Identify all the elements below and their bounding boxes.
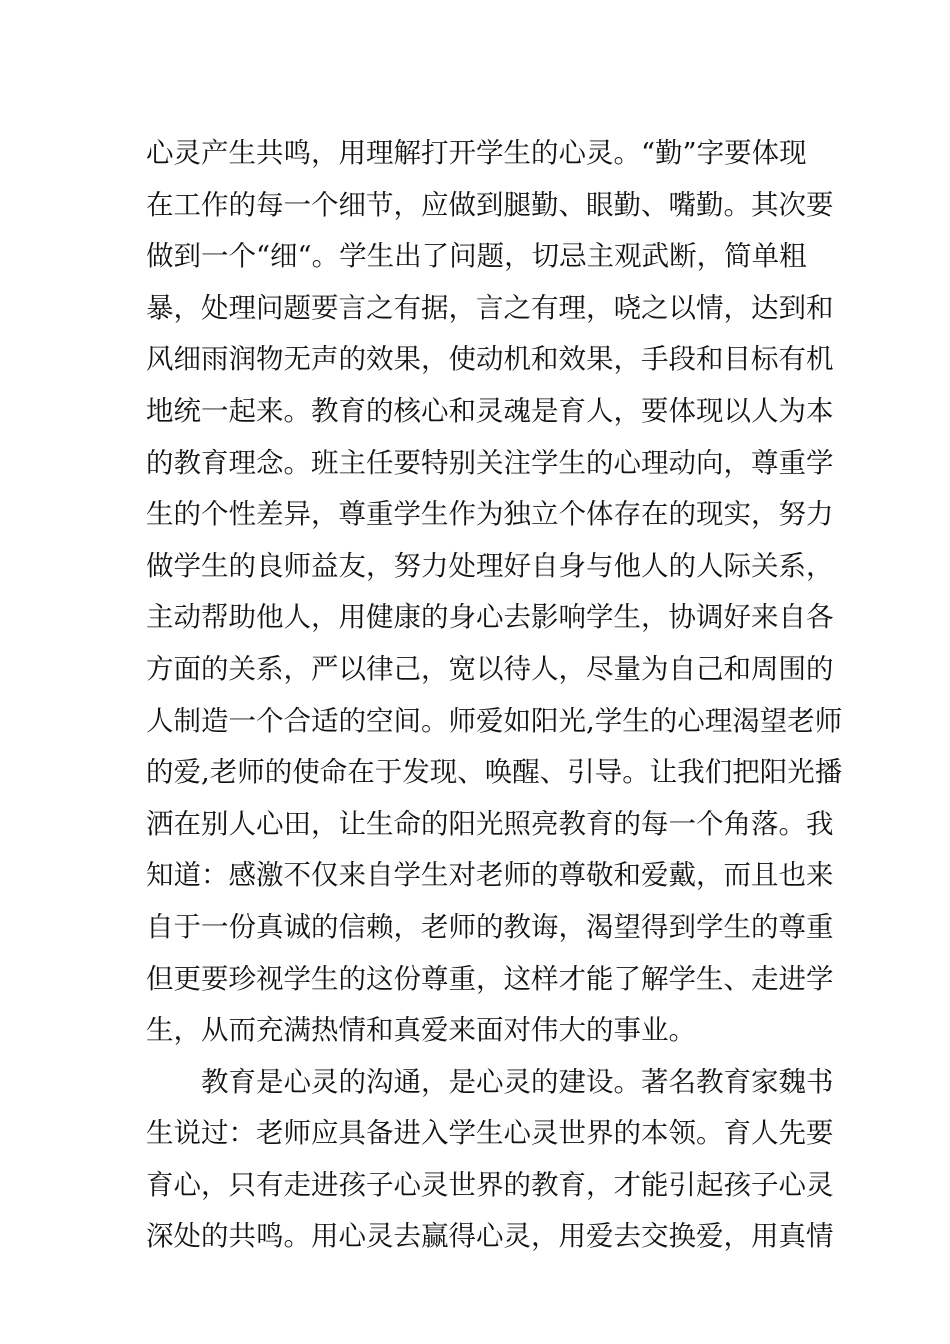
text-line: 心灵产生共鸣，用理解打开学生的心灵。“勤”字要体现 — [146, 137, 807, 169]
text-line: 生说过：老师应具备进入学生心灵世界的本领。育人先要 — [146, 1117, 834, 1150]
body-text — [146, 128, 843, 1263]
text-line: 在工作的每一个细节，应做到腿勤、眼勤、嘴勤。其次要 — [146, 188, 834, 221]
text-line: 主动帮助他人，用健康的身心去影响学生，协调好来自各 — [146, 601, 834, 634]
text-line: 地统一起来。教育的核心和灵魂是育人，要体现以人为本 — [146, 394, 834, 427]
text-line: 生的个性差异，尊重学生作为独立个体存在的现实，努力 — [146, 498, 834, 531]
text-line: 风细雨润物无声的效果，使动机和效果，手段和目标有机 — [146, 343, 834, 376]
text-line: 暴，处理问题要言之有据，言之有理，哓之以情，达到和 — [146, 291, 834, 324]
text-line: 教育是心灵的沟通，是心灵的建设。著名教育家魏书 — [201, 1065, 834, 1098]
text-line: 知道：感激不仅来自学生对老师的尊敬和爱戴，而且也来 — [146, 859, 834, 892]
text-line: 但更要珍视学生的这份尊重，这样才能了解学生、走进学 — [146, 962, 834, 995]
text-line: 做学生的良师益友，努力处理好自身与他人的人际关系， — [146, 549, 834, 582]
text-line: 人制造一个合适的空间。师爱如阳光,学生的心理渴望老师 — [146, 704, 843, 737]
text-line: 做到一个“细“。学生出了问题，切忌主观武断，简单粗 — [146, 240, 807, 273]
text-line: 的爱,老师的使命在于发现、唤醒、引导。让我们把阳光播 — [146, 756, 843, 789]
text-line: 的教育理念。班主任要特别关注学生的心理动向，尊重学 — [146, 446, 834, 479]
text-line: 深处的共鸣。用心灵去赢得心灵，用爱去交换爱，用真情 — [146, 1220, 834, 1253]
text-line: 育心，只有走进孩子心灵世界的教育，才能引起孩子心灵 — [146, 1168, 834, 1201]
text-line: 方面的关系，严以律己，宽以待人，尽量为自己和周围的 — [146, 652, 834, 685]
text-line: 洒在别人心田，让生命的阳光照亮教育的每一个角落。我 — [146, 807, 834, 840]
text-line: 生，从而充满热情和真爱来面对伟大的事业。 — [146, 1014, 696, 1047]
text-line: 自于一份真诚的信赖，老师的教诲，渴望得到学生的尊重 — [146, 910, 834, 943]
